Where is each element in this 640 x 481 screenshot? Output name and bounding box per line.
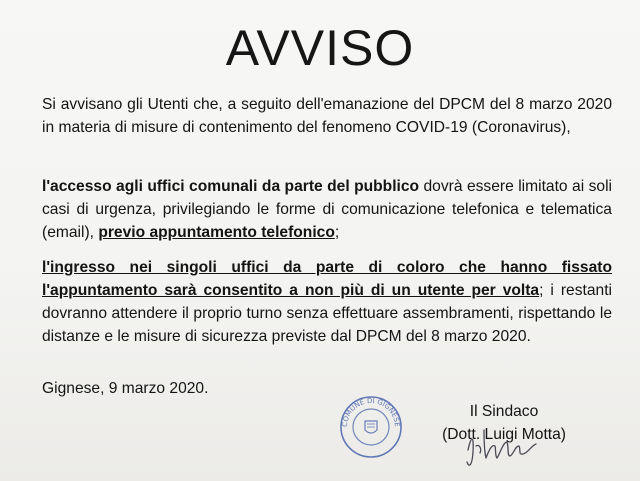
entry-bold-text: l'ingresso nei singoli uffici da parte di coloro che hanno fissato l'appuntamento sarà consentito a non più di un utente per volta [42,259,612,299]
intro-paragraph: Si avvisano gli Utenti che, a seguito dell'emanazione del DPCM del 8 marzo 2020 in materia di misure di contenimento del fenomeno COVID-19 (Coronavirus), [42,96,612,136]
access-paragraph [42,175,612,244]
access-end: ; [334,224,340,241]
municipal-stamp-icon [338,394,404,460]
appointment-text: previo appuntamento telefonico [98,224,335,241]
entry-text: ; i restanti dovranno attendere il proprio turno senza effettuare assembramenti, rispettando le distanze e le misure di sicurezza previste dal DPCM del 8 marzo 2020. [42,282,612,345]
signer-role: Il Sindaco [469,403,539,420]
date-line: Gignese, 9 marzo 2020. [42,380,209,397]
notice-title: AVVISO [225,20,415,76]
entry-paragraph [42,256,612,348]
access-bold-text: l'accesso agli uffici comunali da parte del pubblico [42,178,420,195]
stamp-text: COMUNE DI GIGNESE [340,396,402,428]
svg-text:COMUNE DI GIGNESE [341,397,401,427]
handwritten-signature-icon [462,420,544,470]
signer-name: (Dott. Luigi Motta) [442,426,566,443]
access-text: dovrà essere limitato ai soli casi di urgenza, privilegiando le forme di comunicazione telefonica e telematica (email), [42,178,612,241]
